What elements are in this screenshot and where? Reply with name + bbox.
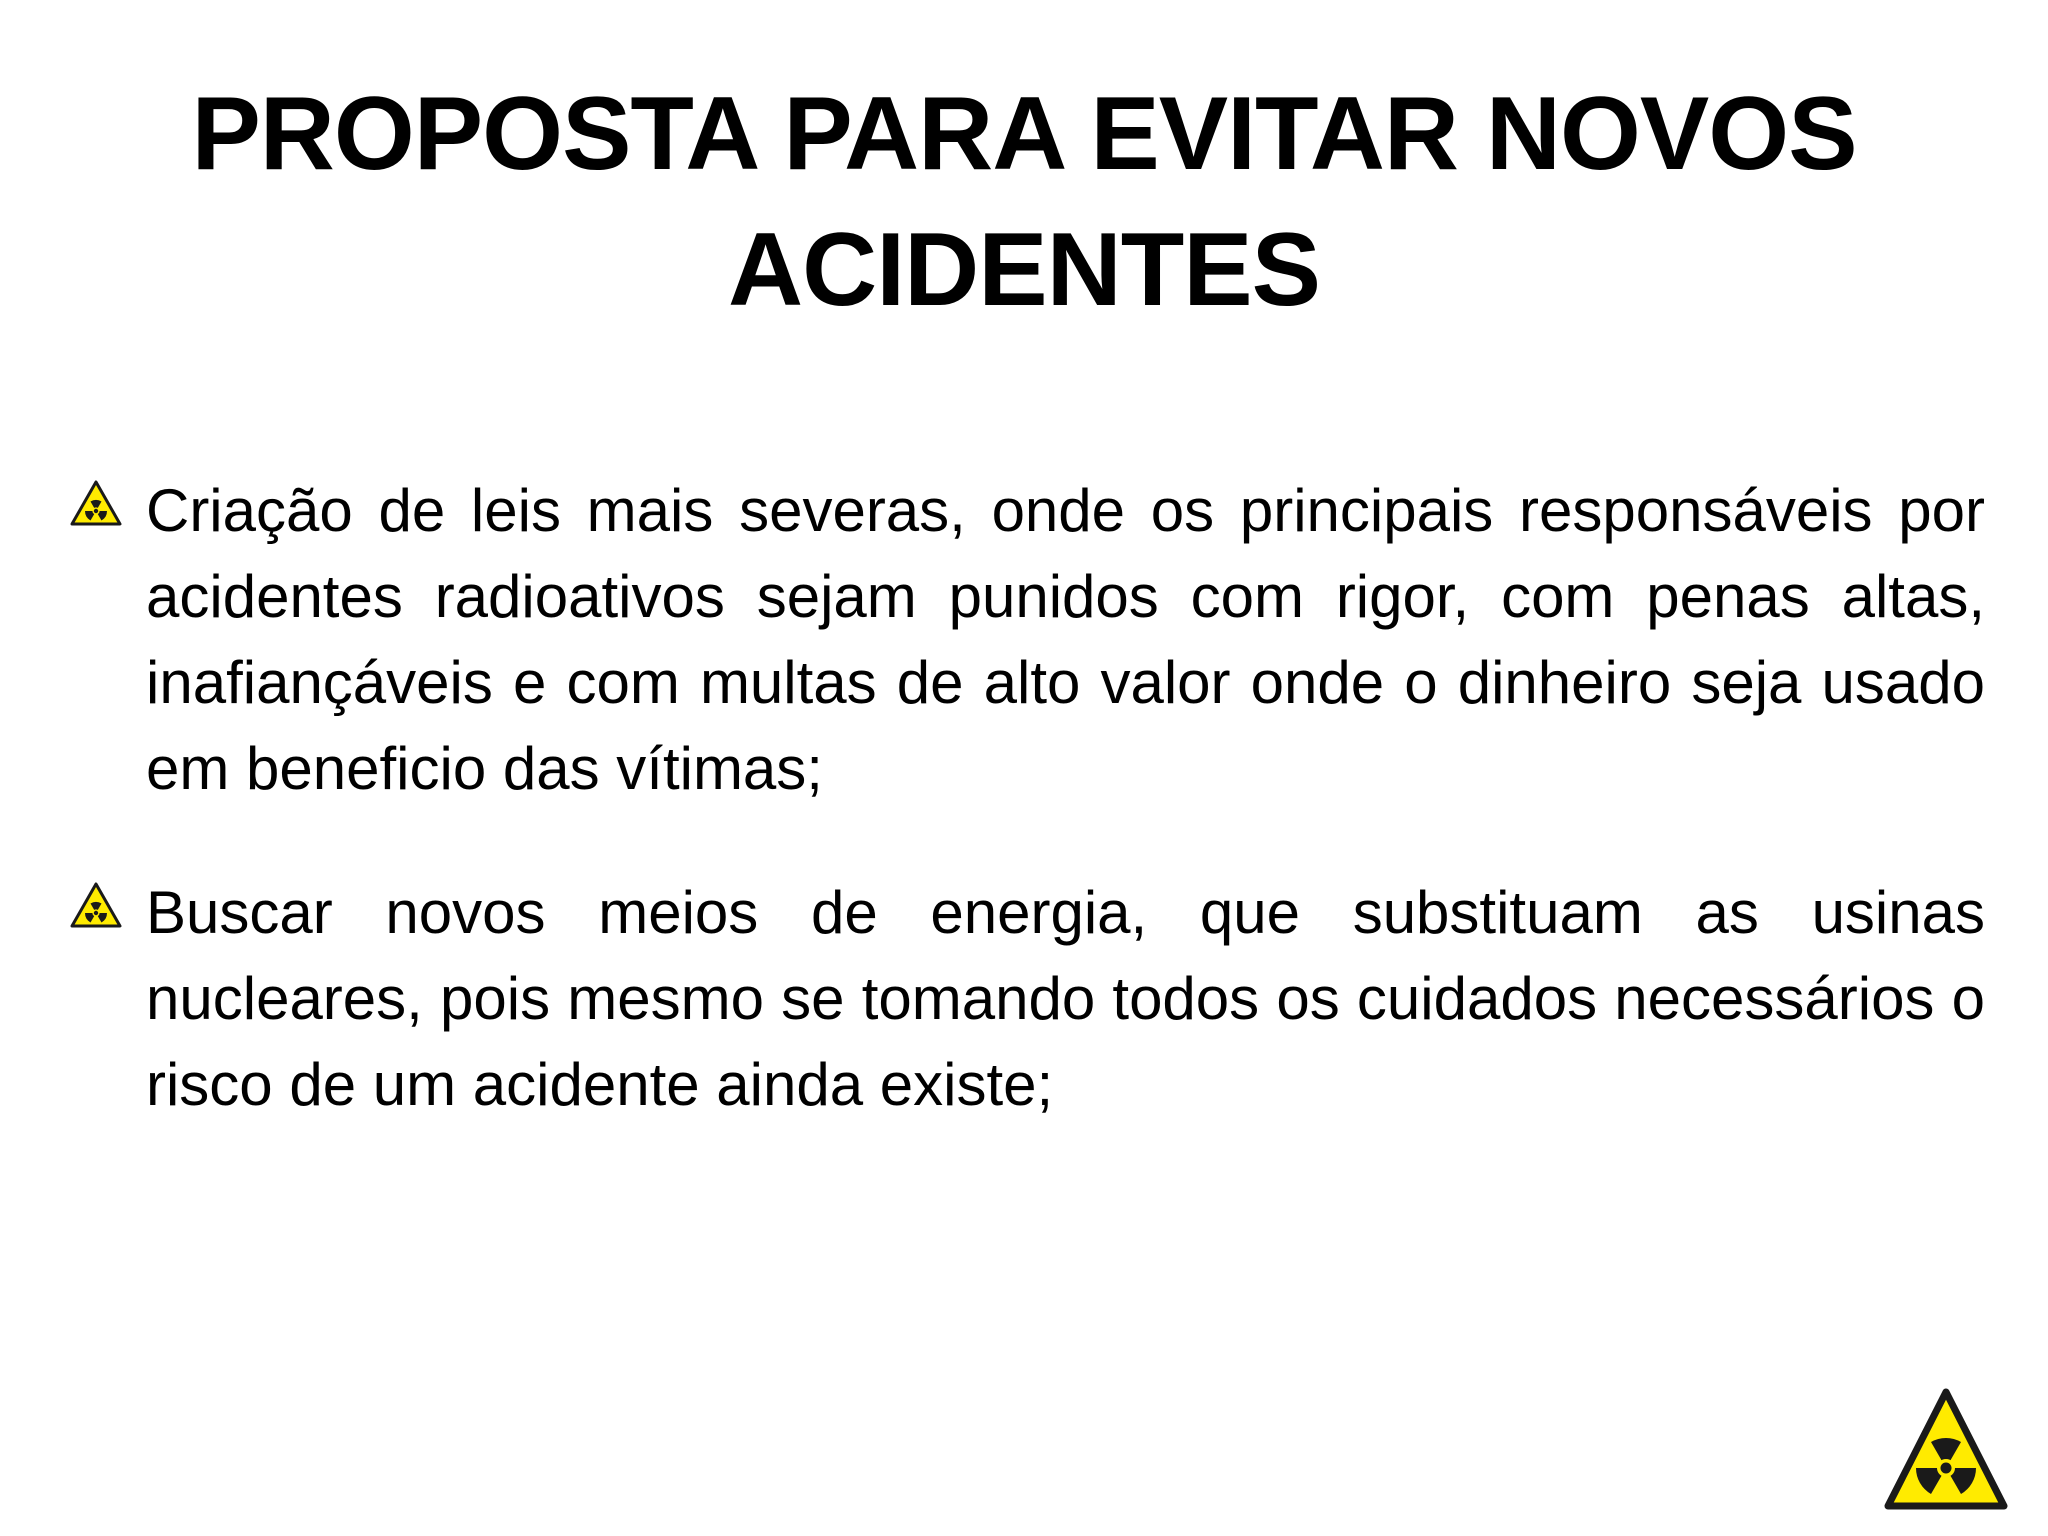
bullet-text: Buscar novos meios de energia, que substituam as usinas nucleares, pois mesmo se tomando todos os cuidados necessários o risco de um acidente ainda existe; (146, 879, 1985, 1118)
radiation-warning-icon (70, 882, 122, 928)
radiation-warning-icon (1884, 1388, 2008, 1530)
slide-title: PROPOSTA PARA EVITAR NOVOS ACIDENTES (191, 76, 1857, 328)
radiation-warning-icon (70, 480, 122, 526)
bullet-text: Criação de leis mais severas, onde os principais responsáveis por acidentes radioativos sejam punidos com rigor, com penas altas, inafiançáveis e com multas de alto valor onde o dinheiro seja usado em beneficio das vítimas; (146, 477, 1985, 802)
